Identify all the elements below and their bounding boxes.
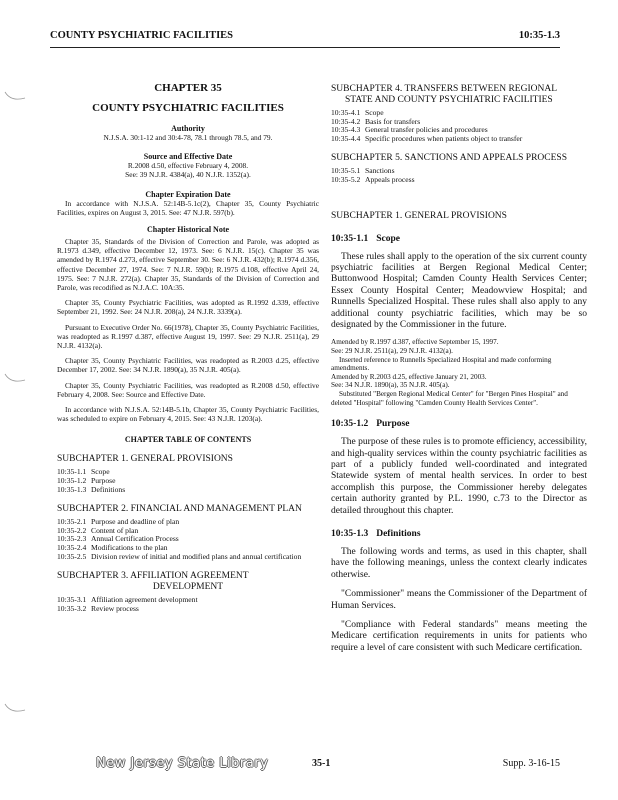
right-column <box>331 84 587 654</box>
toc-subchapter-3-list <box>57 596 319 613</box>
section-title: Definitions <box>376 529 421 539</box>
purpose-text: The purpose of these rules is to promote efficiency, accessibility, and high-quality services within the county psychiatric facilities as part of a publicly funded well-coordinated and integrated Statewide system of mental health services. In order to best accomplish this purpose, the Commissioner hereby delegates certain authority granted by P.L. 1990, c.73 to the Director as detailed throughout this chapter. <box>331 437 587 516</box>
toc-entry-title: Annual Certification Process <box>91 534 179 544</box>
toc-entry-title: Affiliation agreement development <box>91 595 198 605</box>
source-line-1: R.2008 d.50, effective February 4, 2008. <box>127 161 249 171</box>
history-paragraph: Pursuant to Executive Order No. 66(1978), Chapter 35, County Psychiatric Facilities, was readopted as R.1997 d.387, effective August 19, 1997. See: 29 N.J.R. 2511(a), 29 N.J.R. 4132(a). <box>57 322 319 351</box>
section-purpose-heading <box>331 419 587 429</box>
toc-subchapter-4-list <box>331 109 587 143</box>
toc-subchapter-3-title <box>57 571 319 593</box>
subchapter-1-heading: SUBCHAPTER 1. GENERAL PROVISIONS <box>331 210 507 221</box>
amendment-note: Substituted "Bergen Regional Medical Center" for "Bergen Pines Hospital" and deleted "Hospital" following "Camden County Health Services Center". <box>331 389 568 407</box>
toc-entry-title: Division review of initial and modified plans and annual certification <box>91 551 302 561</box>
scope-text: These rules shall apply to the operation of the six current county psychiatric facilities at Bergen Regional Medical Center; Buttonwood Hospital; Camden County Health Services Center; Essex County Hospital Center; Meadowview Hospital; and Runnells Specialized Hospital. These rules shall also apply to any additional county psychiatric facilities, which may be so designated by the Commissioner in the future. <box>331 251 587 330</box>
header-rule <box>50 47 560 48</box>
source-heading: Source and Effective Date <box>143 152 233 162</box>
chapter-label: CHAPTER 35 <box>154 82 222 94</box>
toc-subchapter-1-list <box>57 468 319 494</box>
history-paragraph: Chapter 35, County Psychiatric Facilities, was adopted as R.1992 d.339, effective September 21, 1992. See: 24 N.J.R. 208(a), 24 N.J.R. 3339(a). <box>57 298 319 317</box>
toc-entry-number: 10:35-5.2 <box>331 174 361 184</box>
toc-entry-title: Purpose and deadline of plan <box>91 517 180 527</box>
margin-mark-icon <box>3 88 29 106</box>
toc-entry-title: General transfer policies and procedures <box>365 125 488 135</box>
toc-entry-number: 10:35-1.3 <box>57 484 87 494</box>
toc-entry-title: Content of plan <box>91 525 139 535</box>
page-number: 35-1 <box>312 758 331 769</box>
running-header <box>50 30 560 44</box>
toc-entry-title: Definitions <box>91 484 126 494</box>
toc-entry[interactable] <box>331 176 587 185</box>
toc-entry-number: 10:35-2.1 <box>57 517 87 527</box>
header-title: COUNTY PSYCHIATRIC FACILITIES <box>50 30 234 41</box>
authority-heading: Authority <box>171 124 205 133</box>
toc-entry-title: Scope <box>91 467 110 477</box>
toc-entry-number: 10:35-4.1 <box>331 108 361 117</box>
header-section-number: 10:35-1.3 <box>518 30 560 41</box>
toc-subchapter-3-title-line-1: SUBCHAPTER 3. AFFILIATION AGREEMENT <box>57 571 249 582</box>
toc-entry-title: Specific procedures when patients object to transfer <box>365 133 523 143</box>
toc-entry-number: 10:35-2.2 <box>57 525 87 535</box>
toc-entry-title: Appeals process <box>365 174 415 184</box>
toc-subchapter-3-title-line-2: DEVELOPMENT <box>152 582 224 593</box>
scope-amendments <box>331 338 587 407</box>
toc-entry-number: 10:35-4.2 <box>331 116 361 126</box>
section-scope-heading <box>331 234 587 244</box>
toc-entry-number: 10:35-1.2 <box>57 476 87 486</box>
toc-entry-number: 10:35-2.5 <box>57 551 87 561</box>
toc-entry-number: 10:35-5.1 <box>331 166 361 176</box>
history-paragraph: Chapter 35, Standards of the Division of Correction and Parole, was adopted as R.1973 d.349, effective December 12, 1973. See: 6 N.J.R. 15(c). Chapter 35 was amended by R.1974 d.273, effective September 30. See: 6 N.J.R. 432(b); R.1974 d.356, effective December 27, 1974. See: 7 N.J.R. 59(b); R.1975 d.108, effective April 24, 1975. See: 7 N.J.R. 272(a). Chapter 35, Standards of the Division of Correction and Parole, was recodified as N.J.A.C. 10A:35. <box>57 237 319 293</box>
section-number: 10:35-1.1 <box>331 233 369 244</box>
definition-commissioner: "Commissioner" means the Commissioner of the Department of Human Services. <box>331 589 587 611</box>
toc-heading: CHAPTER TABLE OF CONTENTS <box>124 435 252 445</box>
toc-entry[interactable] <box>57 553 319 562</box>
toc-subchapter-1-title: SUBCHAPTER 1. GENERAL PROVISIONS <box>57 454 233 465</box>
toc-subchapter-5-title: SUBCHAPTER 5. SANCTIONS AND APPEALS PROCESS <box>331 153 567 164</box>
library-watermark: New Jersey State Library <box>96 756 269 771</box>
amendment-see: See: 34 N.J.R. 1890(a), 35 N.J.R. 405(a). <box>331 381 450 390</box>
toc-subchapter-4-title <box>331 84 587 106</box>
section-title: Purpose <box>376 419 410 430</box>
margin-mark-icon <box>3 370 29 388</box>
toc-entry-number: 10:35-2.4 <box>57 543 87 553</box>
section-number: 10:35-1.3 <box>331 529 369 539</box>
history-paragraph: In accordance with N.J.S.A. 52:14B-5.1b, Chapter 35, County Psychiatric Facilities, was scheduled to expire on February 4, 2015. See: 43 N.J.R. 1203(a). <box>57 405 319 424</box>
amendment-line: Amended by R.2003 d.25, effective January 21, 2003. <box>331 372 487 381</box>
toc-entry-number: 10:35-2.3 <box>57 534 87 544</box>
toc-entry-number: 10:35-1.1 <box>57 467 87 477</box>
toc-entry-title: Basis for transfers <box>365 116 421 126</box>
toc-subchapter-2-list <box>57 518 319 561</box>
expiration-text: In accordance with N.J.S.A. 52:14B-5.1c(2), Chapter 35, County Psychiatric Facilities, expires on August 3, 2015. See: 47 N.J.R. 597(b). <box>57 198 319 217</box>
toc-entry-number: 10:35-4.4 <box>331 133 361 143</box>
definitions-intro: The following words and terms, as used in this chapter, shall have the following meanings, unless the context clearly indicates otherwise. <box>331 547 587 580</box>
section-number: 10:35-1.2 <box>331 419 369 430</box>
authority-text: N.J.S.A. 30:1-12 and 30:4-78, 78.1 through 78.5, and 79. <box>103 133 273 142</box>
amendment-line: Amended by R.1997 d.387, effective September 15, 1997. <box>331 338 499 347</box>
toc-entry-title: Scope <box>365 108 384 117</box>
amendment-see: See: 29 N.J.R. 2511(a), 29 N.J.R. 4132(a). <box>331 347 453 355</box>
history-heading: Chapter Historical Note <box>146 225 230 235</box>
toc-entry-title: Sanctions <box>365 166 395 176</box>
chapter-title: COUNTY PSYCHIATRIC FACILITIES <box>92 102 284 114</box>
left-column <box>57 66 319 613</box>
toc-entry[interactable] <box>57 605 319 614</box>
amendment-note: Inserted reference to Runnells Specialized Hospital and made conforming amendments. <box>331 355 552 373</box>
toc-entry-number: 10:35-3.1 <box>57 595 87 605</box>
toc-subchapter-2-title: SUBCHAPTER 2. FINANCIAL AND MANAGEMENT PLAN <box>57 504 302 515</box>
source-line-2: See: 39 N.J.R. 4384(a), 40 N.J.R. 1352(a). <box>125 170 251 180</box>
supplement-date: Supp. 3-16-15 <box>502 758 560 769</box>
section-title: Scope <box>376 233 400 244</box>
toc-subchapter-4-title-line-1: SUBCHAPTER 4. TRANSFERS BETWEEN REGIONAL <box>331 84 557 94</box>
section-definitions-heading <box>331 529 587 539</box>
toc-entry-number: 10:35-3.2 <box>57 603 87 613</box>
toc-entry-title: Modifications to the plan <box>91 543 168 553</box>
expiration-heading: Chapter Expiration Date <box>145 189 231 199</box>
toc-entry[interactable] <box>331 135 587 144</box>
toc-subchapter-5-list <box>331 167 587 184</box>
toc-entry-number: 10:35-4.3 <box>331 125 361 135</box>
history-paragraph: Chapter 35, County Psychiatric Facilities, was readopted as R.2008 d.50, effective February 4, 2008. See: Source and Effective Date. <box>57 380 319 399</box>
definition-compliance: "Compliance with Federal standards" means meeting the Medicare certification requirements in units for patients who require a level of care consistent with such Medicare certification. <box>331 620 587 653</box>
toc-entry-title: Review process <box>91 603 139 613</box>
toc-entry-title: Purpose <box>91 476 116 486</box>
history-paragraph: Chapter 35, County Psychiatric Facilities, was readopted as R.2003 d.25, effective December 17, 2002. See: 34 N.J.R. 1890(a), 35 N.J.R. 405(a). <box>57 356 319 375</box>
toc-entry[interactable] <box>57 486 319 495</box>
margin-mark-icon <box>3 700 29 718</box>
toc-subchapter-4-title-line-2: STATE AND COUNTY PSYCHIATRIC FACILITIES <box>345 95 553 105</box>
